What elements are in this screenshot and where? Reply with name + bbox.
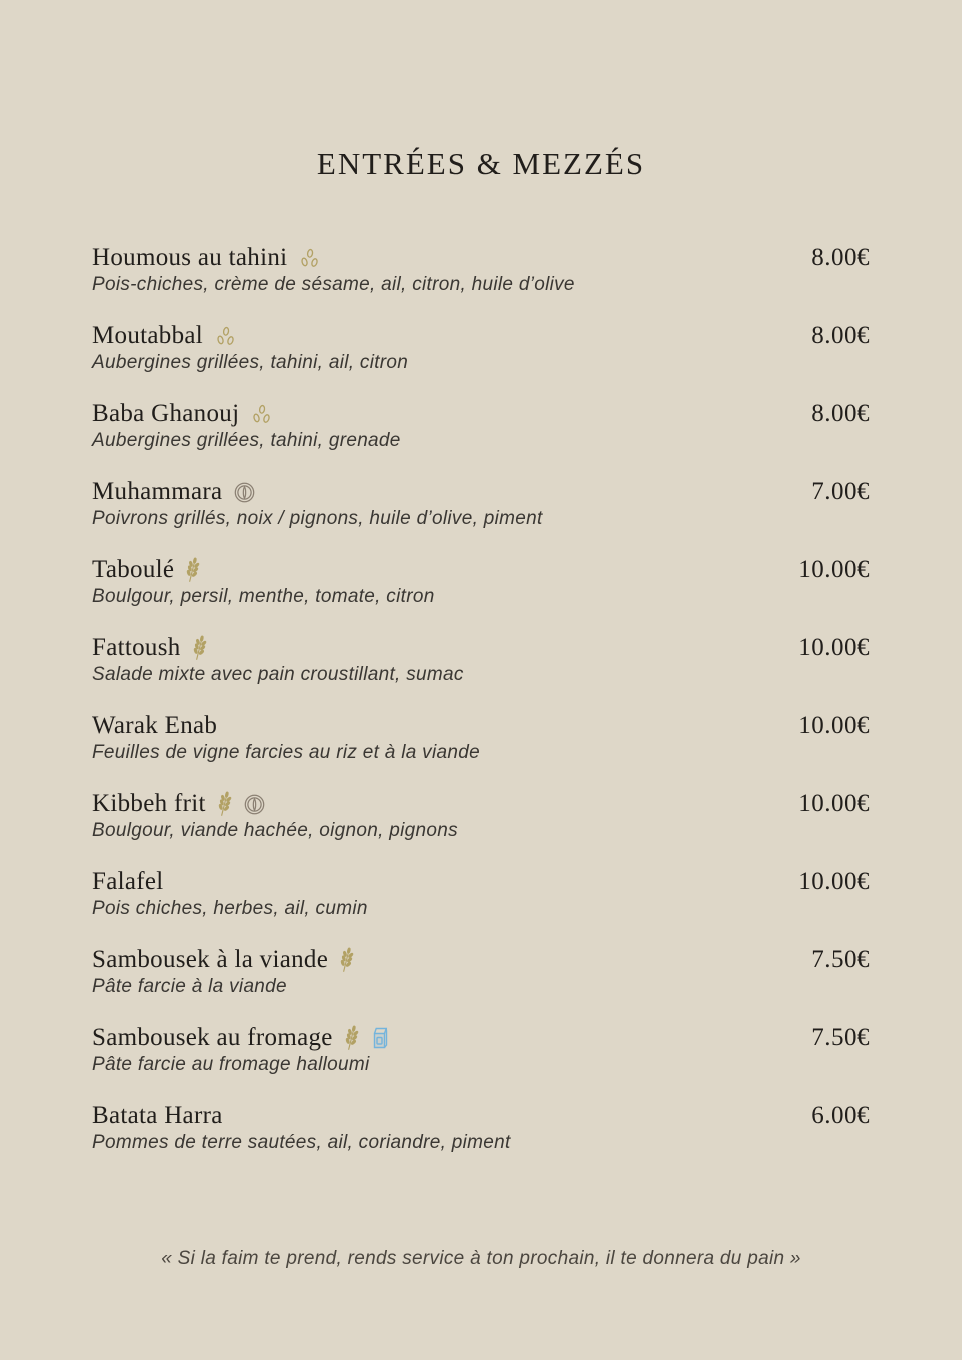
dish-price: 10.00€ [798, 712, 870, 739]
dish-price: 7.50€ [811, 946, 870, 973]
dish-name: Fattoush [92, 634, 181, 661]
menu-item [92, 478, 870, 531]
dish-description: Pâte farcie à la viande [92, 976, 287, 997]
dish-name: Taboulé [92, 556, 175, 583]
sesame-icon [214, 326, 237, 347]
walnut-icon [233, 481, 256, 504]
item-header [92, 244, 870, 272]
menu-item [92, 322, 870, 375]
item-header [92, 556, 870, 584]
dish-name: Houmous au tahini [92, 244, 288, 271]
dish-name: Sambousek au fromage [92, 1024, 333, 1051]
dish-price: 10.00€ [798, 634, 870, 661]
dish-price: 8.00€ [811, 322, 870, 349]
dish-description: Boulgour, persil, menthe, tomate, citron [92, 586, 435, 607]
item-header [92, 322, 870, 350]
menu-item [92, 634, 870, 687]
menu-item [92, 1024, 870, 1077]
item-header [92, 1024, 870, 1052]
menu-item [92, 1102, 870, 1155]
menu-item [92, 712, 870, 765]
dish-price: 6.00€ [811, 1102, 870, 1129]
dish-description: Aubergines grillées, tahini, grenade [92, 430, 401, 451]
walnut-icon [243, 793, 266, 816]
dish-name: Sambousek à la viande [92, 946, 329, 973]
dish-name: Falafel [92, 868, 164, 895]
menu-item [92, 790, 870, 843]
menu-item [92, 244, 870, 297]
item-header [92, 790, 870, 818]
menu-item [92, 946, 870, 999]
menu-list [92, 244, 870, 1155]
dish-price: 8.00€ [811, 244, 870, 271]
dish-name: Warak Enab [92, 712, 218, 739]
item-header [92, 946, 870, 974]
wheat-icon [189, 634, 210, 663]
dish-price: 10.00€ [798, 790, 870, 817]
dish-description: Pois chiches, herbes, ail, cumin [92, 898, 368, 919]
dish-price: 7.50€ [811, 1024, 870, 1051]
page-title: ENTRÉES & MEZZÉS [316, 146, 646, 181]
dish-name: Kibbeh frit [92, 790, 206, 817]
item-header [92, 478, 870, 506]
menu-item [92, 400, 870, 453]
item-header [92, 1102, 870, 1130]
menu-item [92, 556, 870, 609]
milk-icon [370, 1026, 390, 1050]
sesame-icon [250, 404, 273, 425]
wheat-icon [336, 946, 357, 975]
dish-name: Baba Ghanouj [92, 400, 240, 427]
dish-price: 7.00€ [811, 478, 870, 505]
dish-description: Salade mixte avec pain croustillant, sumac [92, 664, 464, 685]
dish-description: Pommes de terre sautées, ail, coriandre, piment [92, 1132, 511, 1153]
dish-description: Boulgour, viande hachée, oignon, pignons [92, 820, 458, 841]
dish-price: 10.00€ [798, 556, 870, 583]
footer-quote: « Si la faim te prend, rends service à ton prochain, il te donnera du pain » [161, 1248, 801, 1269]
menu-item [92, 868, 870, 921]
dish-name: Batata Harra [92, 1102, 223, 1129]
item-header [92, 868, 870, 896]
sesame-icon [298, 248, 321, 269]
dish-price: 8.00€ [811, 400, 870, 427]
dish-description: Pâte farcie au fromage halloumi [92, 1054, 370, 1075]
dish-price: 10.00€ [798, 868, 870, 895]
dish-description: Aubergines grillées, tahini, ail, citron [92, 352, 409, 373]
dish-description: Poivrons grillés, noix / pignons, huile d’olive, piment [92, 508, 543, 529]
item-header [92, 712, 870, 740]
dish-name: Moutabbal [92, 322, 204, 349]
dish-description: Feuilles de vigne farcies au riz et à la viande [92, 742, 480, 763]
item-header [92, 400, 870, 428]
dish-description: Pois-chiches, crème de sésame, ail, citron, huile d’olive [92, 274, 575, 295]
dish-name: Muhammara [92, 478, 223, 505]
item-header [92, 634, 870, 662]
wheat-icon [214, 790, 235, 819]
wheat-icon [182, 556, 203, 585]
wheat-icon [341, 1024, 362, 1053]
